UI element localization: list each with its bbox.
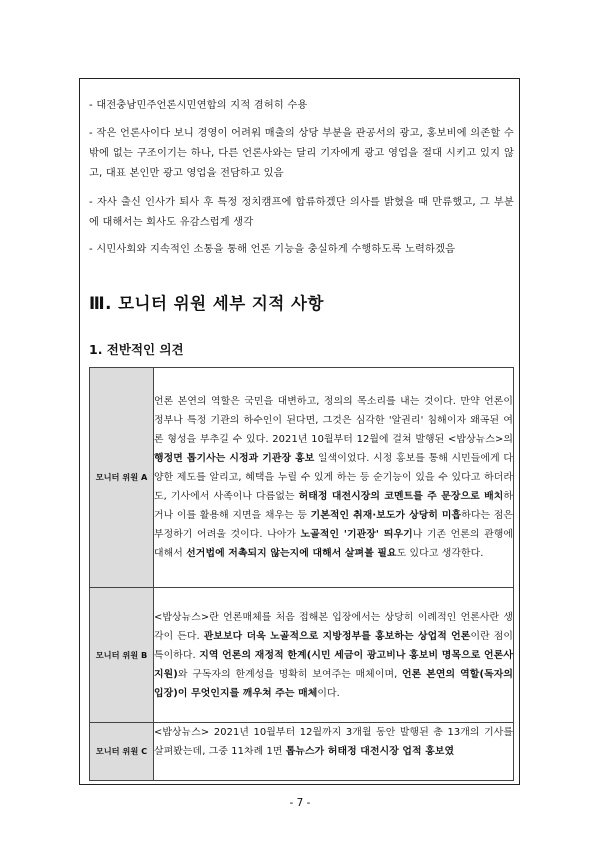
bold-run: 노골적인 '기관장' 띄우기 bbox=[300, 529, 413, 540]
bullet-3: - 자사 출신 인사가 퇴사 후 특정 정치캠프에 합류하겠단 의사를 밝혔을 때 만류했고, 그 부분에 대해서는 회사도 유감스럽게 생각 bbox=[89, 197, 514, 228]
bold-run: 톱뉴스가 허태정 대전시장 업적 홍보였 bbox=[285, 746, 455, 757]
monitor-c-opinion bbox=[154, 723, 514, 781]
table-row bbox=[90, 723, 514, 781]
bold-run: 관보보다 더욱 노골적으로 지방정부를 홍보하는 상업적 언론 bbox=[203, 630, 471, 642]
monitor-b-label: 모니터 위원 B bbox=[90, 588, 154, 723]
text-run: <밥상뉴스> 2021년 10월부터 12월까지 3개월 동안 발행된 총 13개의 기사를 살펴봤는데, 그중 11차례 1면 bbox=[154, 727, 513, 757]
text-run: 언론 본연의 역할은 국민을 대변하고, 정의의 목소리를 내는 것이다. 만약 언론이 정부나 특정 기관의 하수인이 된다면, 그것은 심각한 '알권리' 침해이자 왜곡된 여론 형성을 부추길 수 있다. 2021년 10월부터 12월에 걸쳐 발행된 <밥상뉴스>의 bbox=[154, 396, 513, 445]
bullet-2: - 작은 언론사이다 보니 경영이 어려워 매출의 상당 부분을 관공서의 광고, 홍보비에 의존할 수밖에 없는 구조이기는 하나, 다른 언론사와는 달리 기자에게 광고 영업을 절대 시키고 있지 않고, 대표 본인만 광고 영업을 전담하고 있음 bbox=[89, 128, 514, 179]
text-run: 와 구독자의 한계성을 명확히 보여주는 매체이며, bbox=[177, 668, 403, 680]
subsection-title: 1. 전반적인 의견 bbox=[89, 342, 184, 357]
bullet-4: - 시민사회와 지속적인 소통을 통해 언론 기능을 충실하게 수행하도록 노력하겠음 bbox=[89, 244, 456, 255]
monitor-a-opinion bbox=[154, 368, 514, 588]
table-row bbox=[90, 588, 514, 723]
bold-run: 선거법에 저촉되지 않는지에 대해서 살펴볼 필요 bbox=[186, 548, 397, 559]
text-run: 나 기존 언론의 관행에 대해서 bbox=[154, 529, 513, 559]
section-title: Ⅲ. 모니터 위원 세부 지적 사항 bbox=[89, 294, 324, 313]
monitor-b-opinion bbox=[154, 588, 514, 723]
bold-run: 행정면 톱기사는 시정과 기관장 홍보 bbox=[154, 453, 315, 464]
monitor-c-label: 모니터 위원 C bbox=[90, 723, 154, 781]
text-run: 이란 점이 특이하다. bbox=[154, 630, 513, 661]
monitor-a-label: 모니터 위원 A bbox=[90, 368, 154, 588]
text-run: 하다는 점은 부정하기 어려울 것이다. 나아가 bbox=[154, 510, 513, 540]
text-run: 일색이었다. 시정 홍보를 통해 시민들에게 다양한 제도를 알리고, 혜택을 누릴 수 있게 하는 등 순기능이 있을 수 있다고 하더라도, 기사에서 사족이나 다름없는 bbox=[154, 453, 513, 502]
opinion-table bbox=[89, 367, 514, 781]
text-run: 이다. bbox=[317, 687, 340, 699]
bold-run: 기본적인 취재·보도가 상당히 미흡 bbox=[310, 510, 462, 521]
bold-run: 지역 언론의 재정적 한계(시민 세금이 광고비나 홍보비 명목으로 언론사 지원) bbox=[154, 649, 513, 680]
bold-run: 언론 본연의 역할(독자의 입장)이 무엇인지를 깨우쳐 주는 매체 bbox=[154, 668, 513, 699]
text-run: 하거나 이를 활용해 지면을 채우는 등 bbox=[154, 491, 513, 521]
page-number: - 7 - bbox=[289, 797, 311, 809]
bold-run: 허태정 대전시장의 코멘트를 주 문장으로 배치 bbox=[298, 491, 504, 502]
text-run: 도 있다고 생각한다. bbox=[396, 548, 484, 559]
text-run: <밥상뉴스>란 언론매체를 처음 접해본 입장에서는 상당히 이례적인 언론사란 생각이 든다. bbox=[154, 611, 513, 642]
bullet-1: - 대전충남민주언론시민연합의 지적 겸허히 수용 bbox=[89, 100, 308, 111]
table-row bbox=[90, 368, 514, 588]
